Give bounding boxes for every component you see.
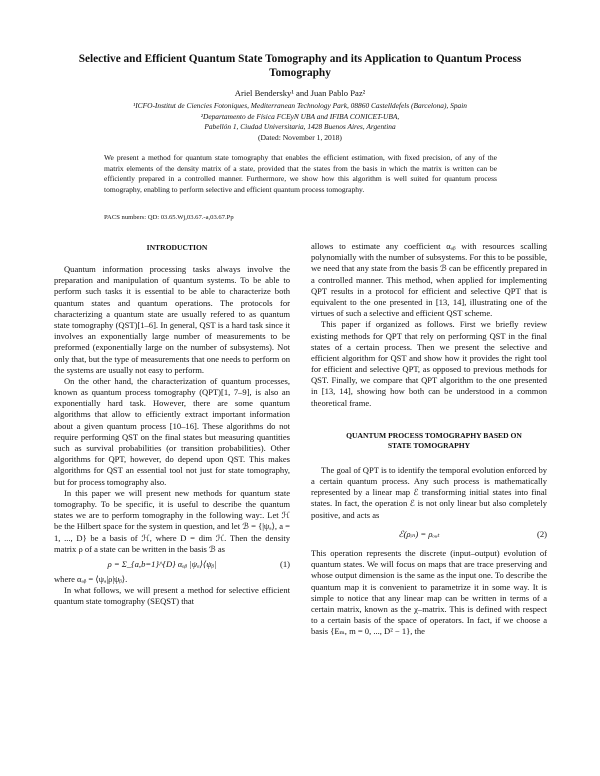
paragraph: The goal of QPT is to identify the temporal evolution enforced by a certain quantum process. Any such process is mathematically represented by a linear map ℰ transforming initial states into final states. In fact, the operation ℰ is not only linear but also completely positive, and acts as	[311, 464, 547, 520]
paragraph: allows to estimate any coefficient αₐᵦ with resources scalling polynomially with the number of subsystems. For this to be possible, we need that any state from the basis ℬ can be efficently prepared in a controlled manner. This method, when applied for implementing QPT results in a protocol for efficient and selective QPT that is equivalent to the one presented in [13, 14], illustrating one of the virtues of such a selective and efficient QST scheme.	[311, 241, 547, 319]
paragraph: In this paper we will present new methods for quantum state tomography. To be specific, it is useful to describe the quantum states we are to perform tomography in the following way:. Let ℋ be the Hilbert space for the system in question, and let ℬ = {|ψₐ⟩, a = 1, ..., D} be a basis of ℋ, where D = dim ℋ. Then the density matrix ρ of a state can be written in the basis ℬ as	[54, 487, 290, 554]
paragraph: Quantum information processing tasks always involve the preparation and manipulation of quantum systems. To be able to perform such tasks it is essential to be able to characterize both quantum states and quantum operations. The protocols for characterizing a quantum state are usually refered to as quantum state tomography (QST)[1–6]. In general, QST is a hard task since it involves an exponentially large number of measurements to be preformed (exponentially large on the number of subsystems). Not only that, but the type of measurements that one needs to perform on the systems are usually not easy to perform.	[54, 264, 290, 375]
paragraph: This operation represents the discrete (input–output) evolution of quantum states. We will focus on maps that are trace preserving and whose output dimension is the same as the input one. To describe the quantum map it is convenient to parametrize it in some way. It is simple to notice that any linear map can be written in terms of a certain matrix, known as the χ–matrix. This is defined with respect to a certain basis of the space of operators. In fact, if we choose a basis {Eₘ, m = 0, ..., D² − 1}, the	[311, 547, 547, 637]
section-heading-qpt: QUANTUM PROCESS TOMOGRAPHY BASED ON STATE TOMOGRAPHY	[346, 430, 522, 450]
equation-1	[54, 559, 290, 570]
pacs-numbers: PACS numbers: QD: 03.65.Wj,03.67.-a,03.67.Pp	[104, 214, 234, 221]
paragraph: where αₐᵦ = ⟨ψₐ|ρ|ψᵦ⟩.	[54, 574, 128, 585]
paragraph: This paper if organized as follows. First we briefly review existing methods for QPT that rely on performing QST in the final states of a certain process. Then we present the selective and efficient algorithm for QST and show how it provides the right tool for efficient and selective QPT, as opposed to previous methods for QST. Finally, we compare that QPT algorithm to the one presented in [13, 14], showing how both can be understood in a common theoretical frame.	[311, 319, 547, 408]
equation-body: ρ = Σ_{a,b=1}^{D} αₐᵦ |ψₐ⟩⟨ψᵦ|	[107, 558, 217, 569]
arxiv-sidebar	[12, 175, 52, 520]
abstract: We present a method for quantum state tomography that enables the efficient estimation, with fixed precision, of any of the matrix elements of the density matrix of a state, provided that the states from the basis in which the matrix is written can be efficiently prepared in a controlled manner. Furthermore, we show how this algorithm is well suited for quantum process tomography, enabling to perform selective and efficient quantum process tomography.	[104, 153, 497, 194]
section-heading-introduction: INTRODUCTION	[146, 243, 208, 252]
paper-title: Selective and Efficient Quantum State Tomography and its Application to Quantum Process Tomography	[78, 53, 522, 79]
equation-number: (1)	[279, 558, 290, 569]
affiliation-2: ²Departamento de Física FCEyN UBA and IFIBA CONICET-UBA,	[200, 111, 400, 121]
affiliation-1: ¹ICFO-Institut de Ciencies Fotoniques, Mediterranean Technology Park, 08860 Castelldefels (Barcelona), Spain	[133, 101, 467, 110]
right-column	[311, 241, 547, 637]
equation-2	[311, 529, 547, 540]
equation-number: (2)	[536, 528, 547, 539]
paragraph: On the other hand, the characterization of quantum processes, known as quantum process tomography (QPT)[1, 7–9], is also an exponentially hard task. However, there are some quantum algorithms that allow to efficiently extract important information about a given quantum process [10–16]. These algorithms do not require performing QST on the final states but measuring quantities such as survival probabilities (or transition probabilities). Other algorithms for QPT, however, do depend upon QST. This makes algorithms for QST an essential tool not just for state tomography, but for process tomography also.	[54, 375, 290, 487]
left-column	[54, 240, 290, 608]
paragraph: In what follows, we will present a method for selective efficient quantum state tomography (SEQST) that	[54, 585, 290, 607]
authors: Ariel Bendersky¹ and Juan Pablo Paz²	[234, 88, 366, 98]
affiliation-3: Pabellón 1, Ciudad Universitaria, 1428 Buenos Aires, Argentina	[204, 122, 396, 131]
equation-body: ℰ(ρᵢₙ) = ρₒᵤₜ	[398, 528, 440, 539]
affiliations	[70, 101, 530, 133]
dated-line: (Dated: November 1, 2018)	[258, 133, 342, 142]
